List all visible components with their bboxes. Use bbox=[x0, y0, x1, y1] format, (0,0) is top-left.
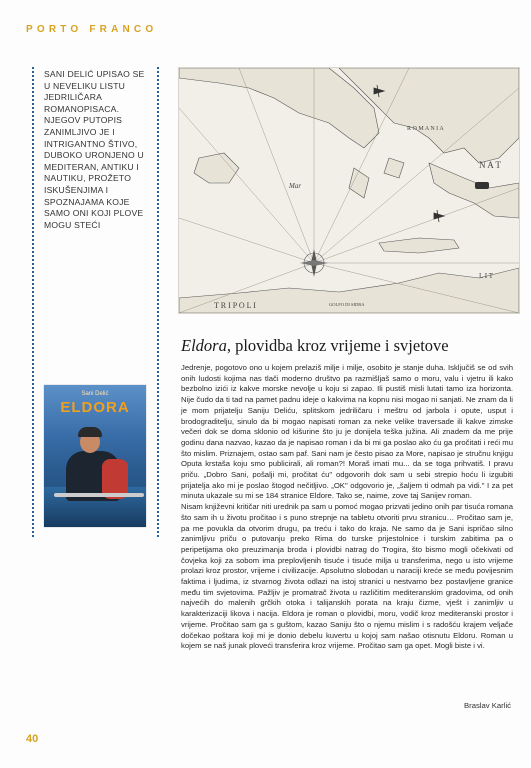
book-cover-author: Sani Delić bbox=[81, 391, 109, 397]
map-label-lit: L I T bbox=[479, 272, 493, 280]
book-cover-image bbox=[44, 385, 146, 527]
nautical-map-image bbox=[178, 67, 520, 314]
book-cover-title: ELDORA bbox=[60, 399, 130, 416]
map-label-romania: R O M A N I A bbox=[407, 126, 444, 132]
map-label-mar: Mar bbox=[289, 182, 302, 190]
map-label-nat: N A T bbox=[479, 160, 501, 170]
book-cover-sailor-cap bbox=[78, 427, 102, 437]
article-paragraph: Jedrenje, pogotovo ono u kojem prelaziš milje i milje, osobito je stanje duha. Isključiš se od svih onih ludosti kojima nas tlači moderno društvo pa razmišljaš samo o moru, valu i vjetru ili kako bezbolno izići iz kakve morske nevolje u koju si zapao. Ili pustiš misli lutati tamo iza horizonta. Nije čudo da ti tad na pamet padnu ideje o kakvima na kopnu nisi mogao ni sanjati. Ne znam da li je mom prijatelju Saniju Deliću, splitskom jedriličaru i meštru od jarbola i opute, usput i brodograditelju, sinulo da bi mogao napisati roman za neke velike traversade ili kakve zimske večeri dok se doma sklonio od kišurine što ju je donijela teška južina. Ali znadem da me prije godinu dana nazvao, kazao da je napisao roman i da bi mi ga poslao ako ću ga pročitati i reći mu što mislim. Priznajem, ostao sam paf. Sani nam je često pisao za More, napisao je stručnu knjigu Oputa krstaša koju smo publicirali, ali roman?! Moraš imati mu... da se toga prihvatiš. I pravu priču. „Dobro Sani, pošalji mi, pročitat ću" odgovorih dok sam u sebi strepio hoću li izgubiti prijatelja ako mi je poslao štogod nečitljivo. „OK" odgovorio je, „šaljem ti odmah pa vidi." I za pet minuta ukazale su mi se 184 stranice Eldore. Tako se, naime, zove taj Sanijev roman. bbox=[181, 363, 513, 501]
section-header: PORTO FRANCO bbox=[26, 24, 158, 35]
map-label-golfo: GOLFO DI SIDRA bbox=[329, 302, 365, 307]
article-author: Braslav Karlić bbox=[464, 701, 511, 710]
article-paragraph: Nisam književni kritičar niti urednik pa sam u pomoć mogao prizvati jedino onih par tisuća romana što sam ih u životu pročitao i s puno strepnje na tabletu otvoriti prvu stranicu… Pročitao sam je, pa me povukla da otvorim drugu, pa treću i tako do kraja. Ne samo da je Sani ispričao silno zanimljivu priču o putovanju preko Rima do turske prijestolnice i turskim zabitima pa o peripetijama oko preuzimanja broda i plovidbi natrag do Trogira, što bismo mogli očekivati od čovjeka koji za sobom ima preplovljenih tisuće i tisuće milja u transferima, nego u isto vrijeme prolazi kroz prostor, vrijeme i civilizacije. Apsolutno slobodan u naraciji kreće se među povijesnim faktima i ljudima, iz stvarnog života odlazi na istoj stranici u nestvarno bez postavljene granice među tim svjetovima. Pažljiv je promatrač života u različitim mediteranskim gradovima, od onih najvećih do malenih grčkih otoka i talijanskih porata na kraju čizme, vješt i zanimljiv u karakterizaciji likova i nacija. Eldora je roman o plovidbi, moru, vodič kroz mediteranski prostor i vrijeme. Pročitao sam ga s guštom, kazao Saniju što o njemu mislim i s radošću krajem veljače dočekao poštara koji mi je donio debelu kuvertu u kojoj sam našao otisnutu Eldoru. Roman u kojem se naš junak ploveći transferira kroz vrijeme. Pročitao sam ga opet. Mogli biste i vi. bbox=[181, 502, 513, 651]
article-title-rest: , plovidba kroz vrijeme i svjetove bbox=[226, 336, 449, 355]
book-cover-rail bbox=[54, 493, 144, 497]
article-title bbox=[181, 336, 511, 356]
map-label-tripoli: T R I P O L I bbox=[214, 301, 256, 310]
pull-quote-text: SANI DELIĆ UPISAO SE U NEVELIKU LISTU JEDRILIČARA ROMANOPISACA. NJEGOV PUTOPIS ZANIMLJIVO JE I INTRIGANTNO ŠTIVO, DUBOKO URONJENO U MEDITERAN, ANTIKU I NAUTIKU, PROŽETO ISKUŠENJIMA I SPOZNAJAMA KOJE SAMO ONI KOJI PLOVE MOGU STEĆI bbox=[44, 69, 145, 230]
article-title-book: Eldora bbox=[181, 336, 227, 355]
article-body bbox=[181, 363, 513, 652]
page-number: 40 bbox=[26, 733, 39, 745]
